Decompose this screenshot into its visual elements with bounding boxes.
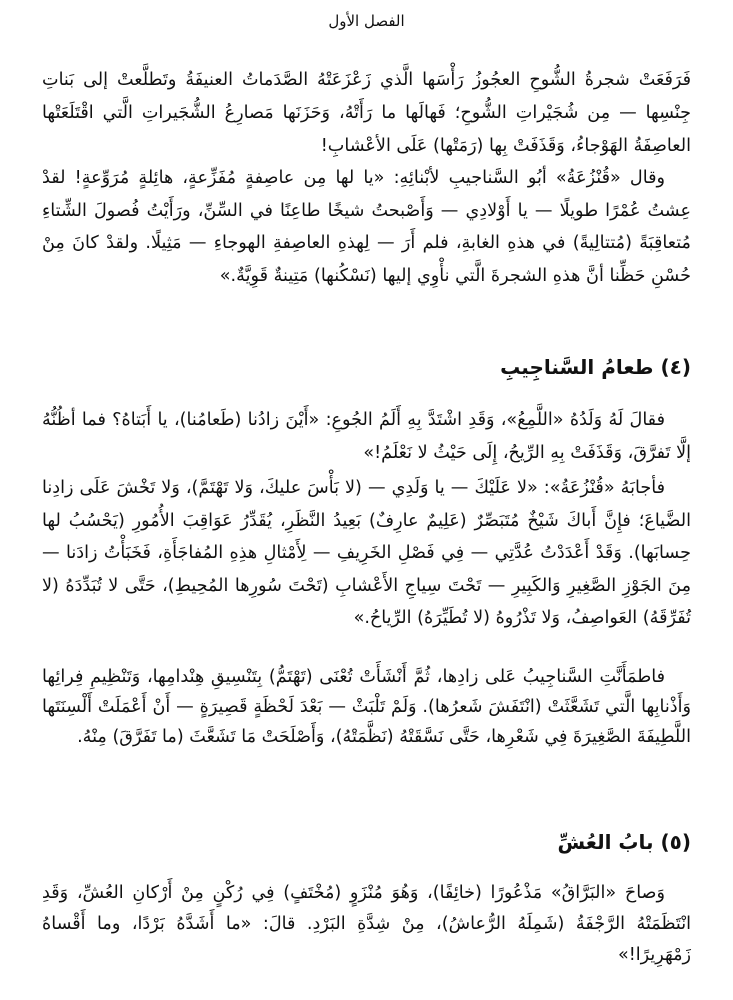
paragraph: فاطمَأَنَّتِ السَّناجِيبُ عَلى زادِها، ثُمَّ أَنْشَأَتْ تُعْنَى (تَهْتَمُّ) بِتَنْسِيقِ هِنْدامِها، وَتَنْظِيمِ فِرائِها وَأَذْنابِها الَّتي تَشَعَّثَتْ (انْتَفَشَ شَعرُها). وَلَمْ تَلْبَثْ — بَعْدَ لَحْظَةٍ قَصِيرَةٍ — أَنْ أَعْمَلَتْ أَلْسِنَتَها اللَّطِيفَةَ الصَّغِيرَةَ فِي شَعْرِها، حَتَّى نَسَّقَتْهُ (نَظَّمَتْهُ)، وَأَصْلَحَتْ مَا تَشَعَّثَ (ما تَفَرَّقَ) مِنْهُ. [42, 667, 691, 747]
paragraph: فقالَ لَهُ وَلَدُهُ «اللَّمِعُ»، وَقَدِ اشْتَدَّ بِهِ أَلَمُ الجُوعِ: «أَيْنَ زادُنا (طَعامُنا)، يا أَبَتاهُ؟ فما أظُنُّهُ إلَّا تَفرَّقَ، وَقَذَفَتْ بِهِ الرِّيحُ، إِلَى حَيْثُ لا نَعْلَمُ!» [42, 410, 691, 463]
paragraph: وَصاحَ «البَرَّاقُ» مَذْعُورًا (خائِفًا)، وَهُوَ مُنْزَوٍ (مُخْتَفٍ) فِي رُكْنٍ مِنْ أَرْكانِ العُشِّ، وَقَدِ انْتَظَمَتْهُ الرَّجْفَةُ (شَمِلَهُ الرُّعاشُ)، مِنْ شِدَّةِ البَرْدِ. قالَ: «ما أَشَدَّهُ بَرْدًا، وما أَقْساهُ زَمْهَرِيرًا!» [42, 883, 691, 965]
section-heading: (٤) طعامُ السَّناجِيبِ [500, 355, 691, 379]
paragraph: فَرَفَعَتْ شجرةُ الشُّوحِ العجُوزُ رَأْسَها الَّذي زَعْزَعَتْهُ الصَّدَماتُ العنيفَةُ وتَطلَّعتْ إلى بَناتِ جِنْسِها — مِن شُجَيْراتِ الشُّوحِ؛ فَهالَها ما رَأَتْهُ، وَحَزَنَها مَصارِعُ الشُّجَيراتِ الَّتي اقْتَلَعَتْها العاصِفَةُ الهَوْجاءُ، وَقَذَفَتْ بِها (رَمَتْها) عَلَى الأعْشابِ! [42, 70, 691, 156]
running-head: الفصل الأول [328, 12, 405, 30]
paragraph: فأجابَهُ «قُنْزُعَةُ»: «لا عَلَيْكَ — يا وَلَدِي — (لا بَأْسَ عليكَ، وَلا تَهْتَمَّ)، وَلا تَخْشَ عَلَى زادِنا الضَّياعَ؛ فإِنَّ أَباكَ شَيْخٌ مُتَبَصِّرٌ (عَلِيمٌ عارِفٌ) بَعِيدُ النَّظَرِ، يُقَدِّرُ عَوَاقِبَ الأُمُورِ (يَحْسُبُ لها حِسابَها). وَقَدْ أَعْدَدْتُ عُدَّتِي — فِي فَصْلِ الخَرِيفِ — لِأَمْثالِ هذِهِ المُفاجَأَةِ، فَخَبَأْتُ زادَنا — مِنَ الجَوْزِ الصَّغِيرِ وَالكَبِيرِ — تَحْتَ سِياجِ الأَعْشابِ (تَحْتَ سُورِها المُحِيطِ)، حَتَّى لا تُبَدِّدَهُ (لا تُفَرِّقَهُ) العَواصِفُ، وَلا تَذْرُوهُ (لا تُطَيِّرَهُ) الرِّياحُ.» [42, 478, 691, 628]
section-heading: (٥) بابُ العُشِّ [557, 830, 691, 854]
paragraph: وقال «قُنْزُعَةُ» أبُو السَّناجيبِ لأبْنائِهِ: «يا لها مِن عاصِفةٍ مُفَزِّعةٍ، هائِلةٍ مُرَوِّعةٍ! لقدْ عِشتُ عُمْرًا طويلًا — يا أَوْلادِي — وَأَصْبحتُ شيخًا طاعِنًا في السِّنِّ، ورَأَيْتُ فُصولَ الشِّتاءِ مُتعاقِبَةً (مُتتالِيةً) في هذهِ الغابةِ، فلم أَرَ — لِهذهِ العاصِفةِ الهوجاءِ — مَثِيلًا. ولقدْ كانَ مِنْ حُسْنِ حَظِّنا أنَّ هذهِ الشجرةَ الَّتي نأْوِي إليها (نَسْكُنها) مَتِينةٌ قَوِيَّةٌ.» [42, 168, 691, 286]
